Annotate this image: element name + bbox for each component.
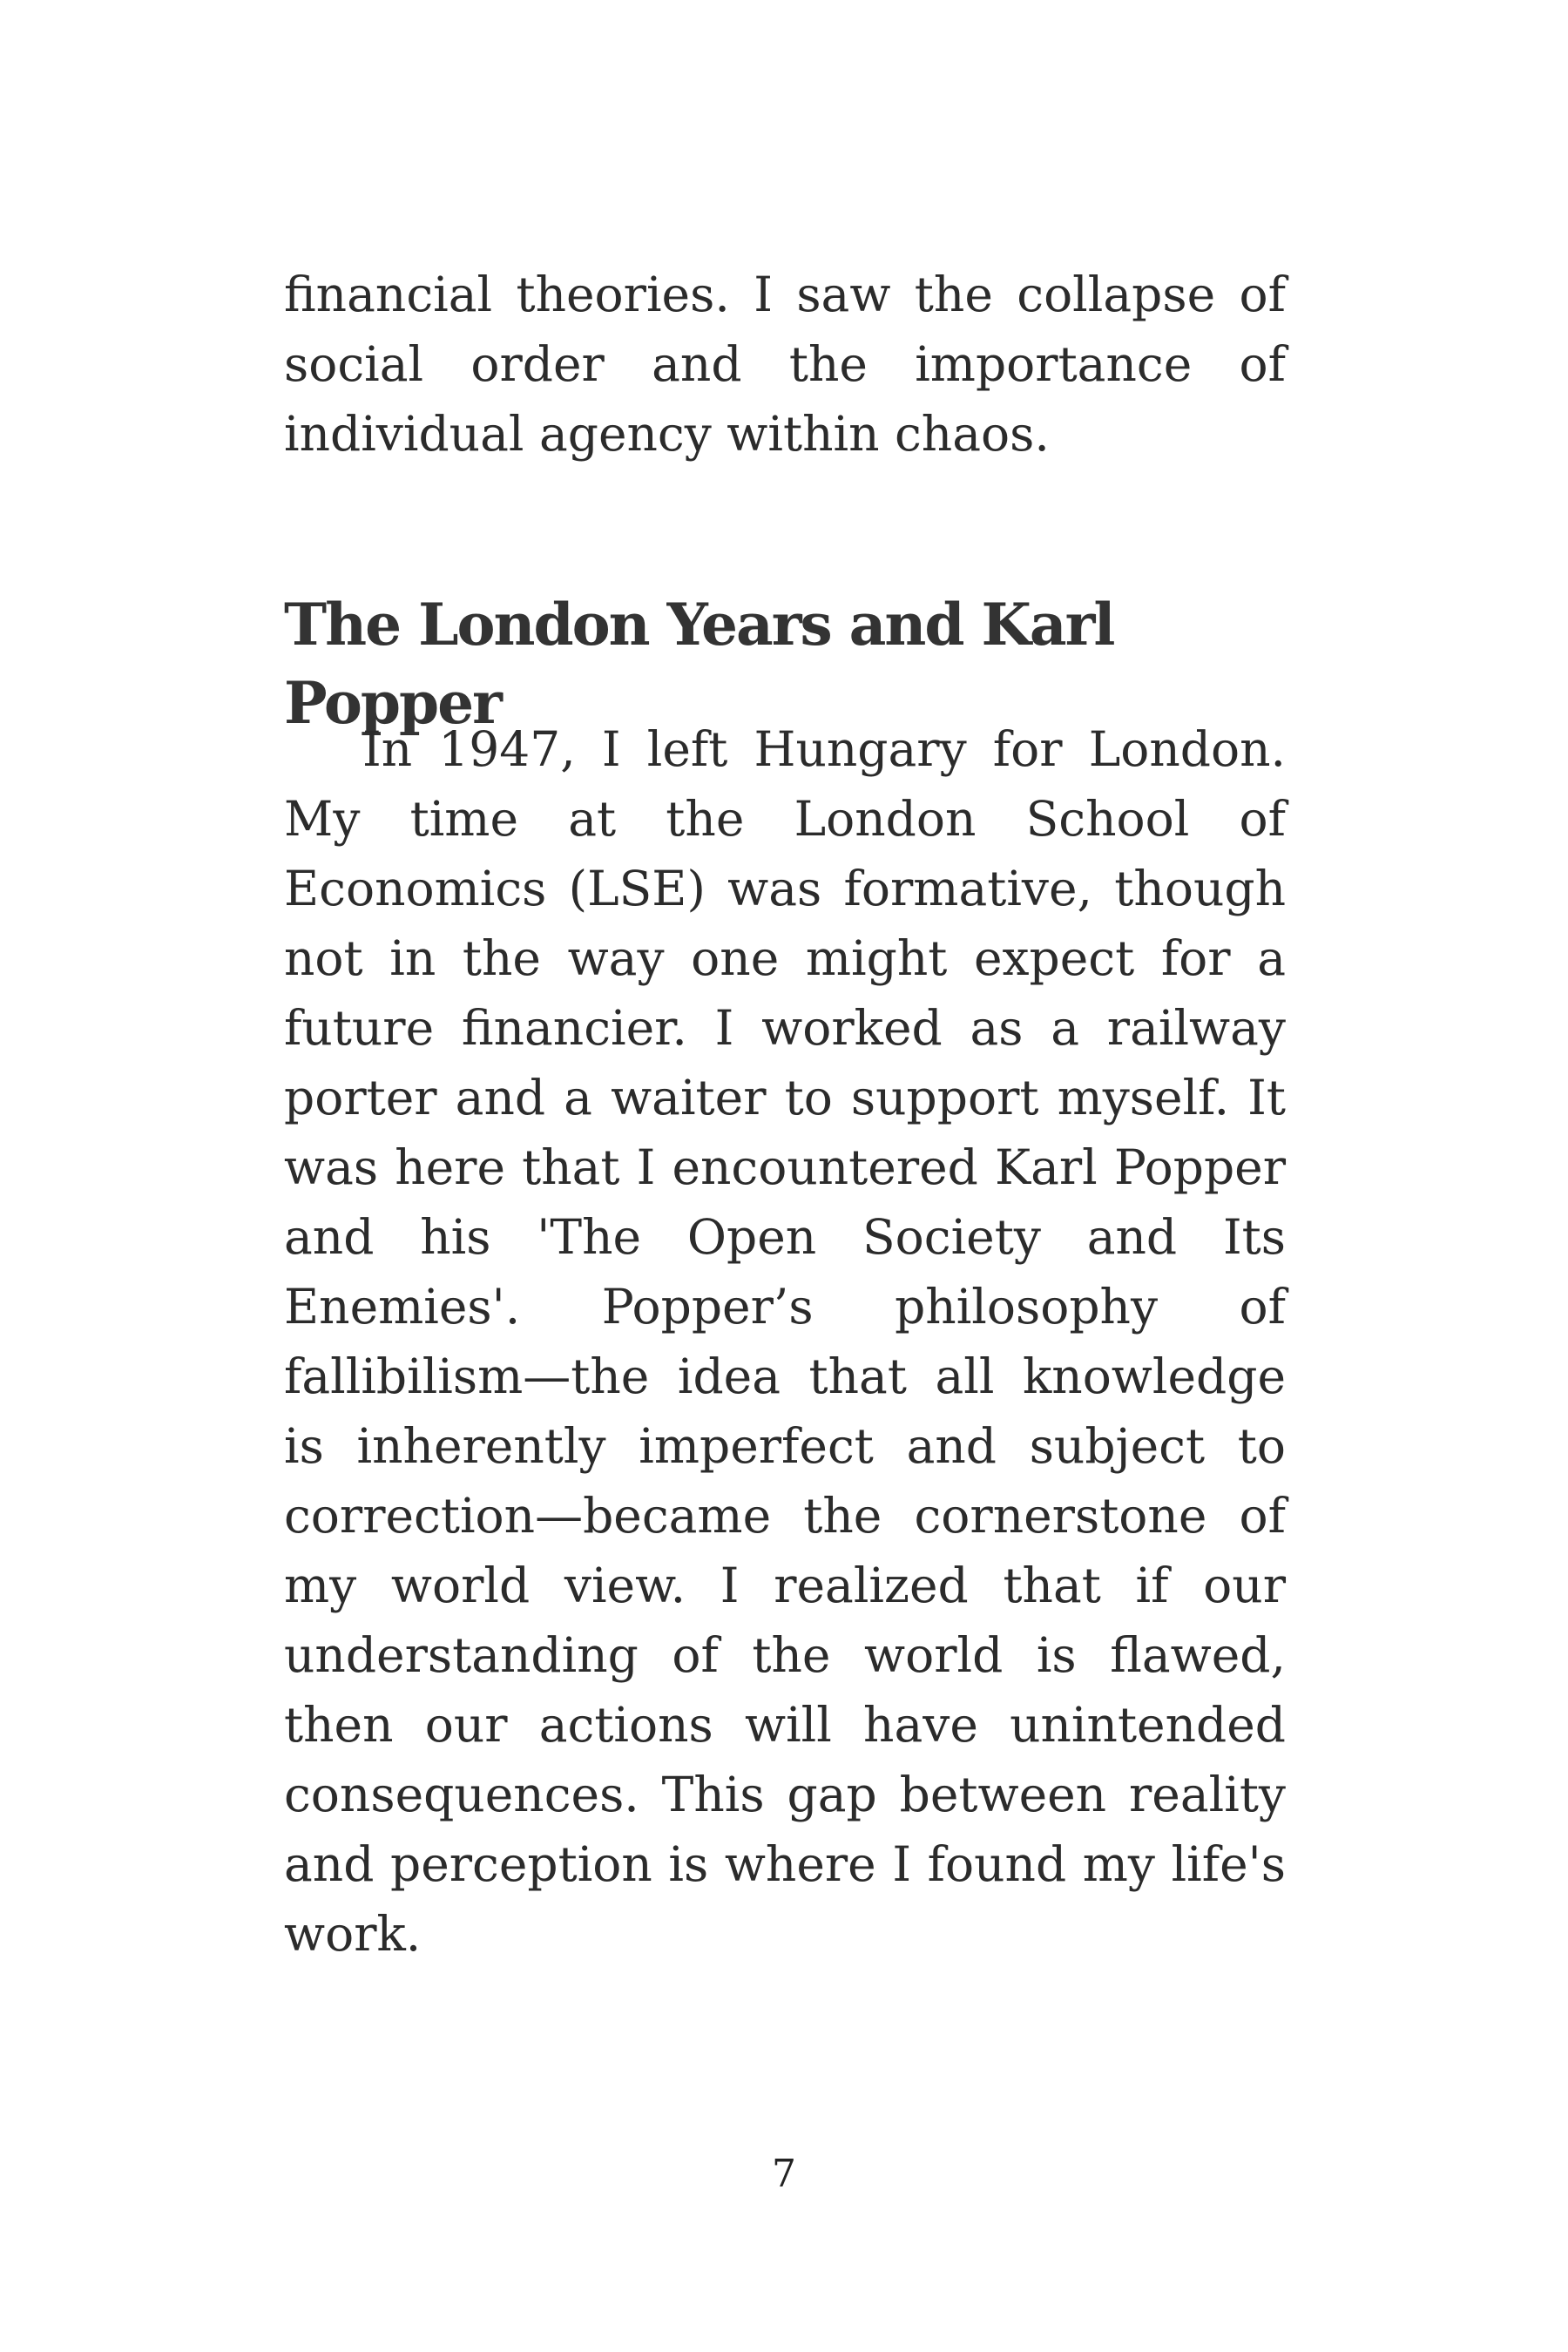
body-paragraph: In 1947, I left Hungary for London. My time at the London School of Economics (LSE) was formative, though not in the way one might expect for a future financier. I worked as a railway porter and a waiter to support myself. It was here that I encountered Karl Popper and his 'The Open Society and Its Enemies'. Popper’s philosophy of fallibilism—the idea that all knowledge is inherently imperfect and subject to correction—became the cornerstone of my world view. I realized that if our understanding of the world is flawed, then our actions will have unintended consequences. This gap between reality and perception is where I found my life's work.: [284, 721, 1286, 1962]
continuation-paragraph: financial theories. I saw the collapse of social order and the importance of individual agency within chaos.: [284, 267, 1286, 462]
section-heading: The London Years and Karl Popper: [284, 591, 1114, 737]
page-number: 7: [772, 2152, 796, 2196]
